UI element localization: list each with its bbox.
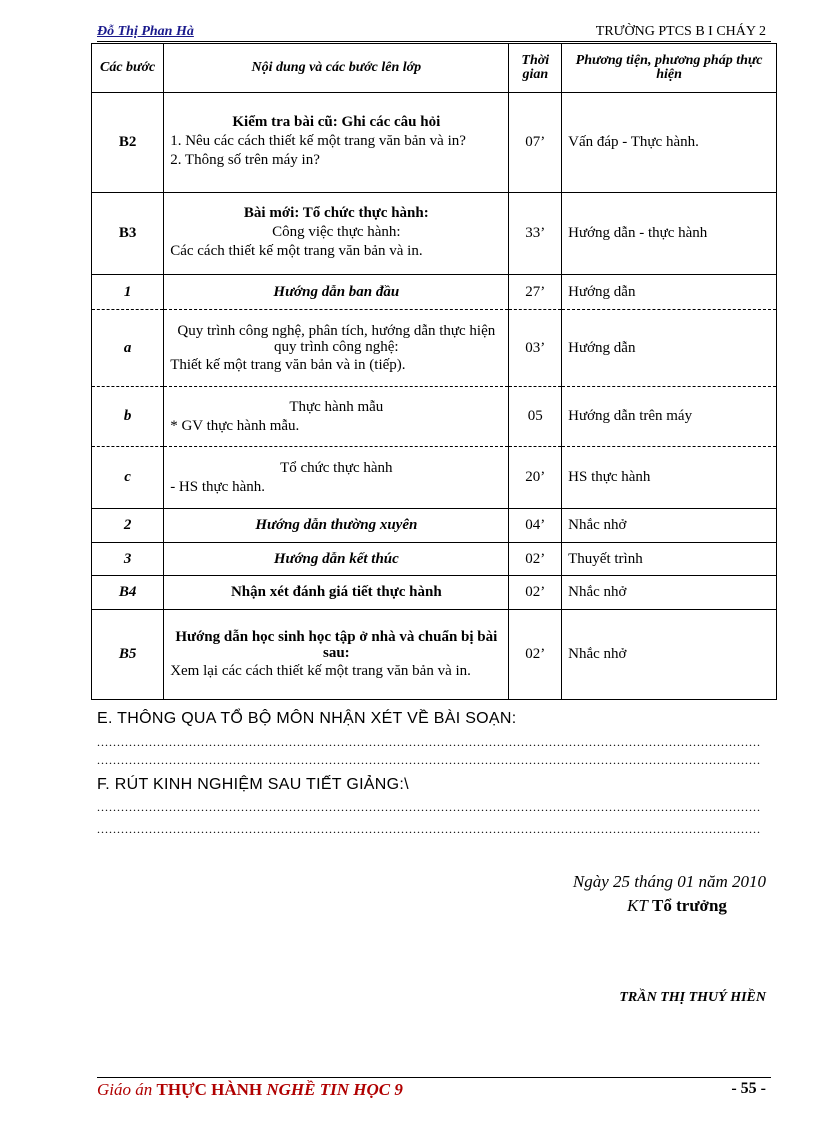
content-cell xyxy=(164,93,509,193)
content-line: Thực hành mẫu xyxy=(289,398,384,415)
table-row xyxy=(92,310,777,387)
step-cell: 2 xyxy=(92,509,164,543)
step-cell: b xyxy=(92,387,164,447)
col-header-step: Các bước xyxy=(92,44,164,93)
step-cell: a xyxy=(92,310,164,387)
dotted-line: ...................................................................................................................................................................... xyxy=(97,822,761,836)
sign-kt: KT xyxy=(627,896,648,915)
time-cell: 02’ xyxy=(509,576,562,610)
content-cell xyxy=(164,193,509,275)
content-cell xyxy=(164,387,509,447)
signer-name: TRẦN THỊ THUÝ HIỀN xyxy=(619,990,766,1005)
footer-prefix: Giáo án xyxy=(97,1080,153,1099)
table-row xyxy=(92,576,777,610)
col-header-time: Thời gian xyxy=(509,44,562,93)
footer-title-1: THỰC HÀNH xyxy=(156,1080,263,1099)
row-title: Hướng dẫn học sinh học tập ở nhà và chuẩn bị bài sau: xyxy=(175,628,498,661)
method-cell: Hướng dẫn xyxy=(562,310,777,387)
method-cell: HS thực hành xyxy=(562,447,777,509)
time-cell: 27’ xyxy=(509,275,562,310)
content-line: Thiết kế một trang văn bản và in (tiếp). xyxy=(170,356,406,373)
content-cell xyxy=(164,310,509,387)
step-cell: 1 xyxy=(92,275,164,310)
footer-title xyxy=(97,1080,403,1100)
method-cell: Vấn đáp - Thực hành. xyxy=(562,93,777,193)
dotted-line: ...................................................................................................................................................................... xyxy=(97,735,761,749)
footer-title-2: NGHỀ TIN HỌC 9 xyxy=(266,1080,403,1099)
method-cell: Hướng dẫn trên máy xyxy=(562,387,777,447)
col-header-content: Nội dung và các bước lên lớp xyxy=(164,44,509,93)
content-line: * GV thực hành mẫu. xyxy=(170,417,300,434)
time-cell: 05 xyxy=(509,387,562,447)
dotted-line: ...................................................................................................................................................................... xyxy=(97,800,761,814)
step-cell: 3 xyxy=(92,543,164,576)
method-cell: Nhắc nhở xyxy=(562,576,777,610)
time-cell: 02’ xyxy=(509,610,562,700)
table-header-row xyxy=(92,44,777,93)
sign-role: Tổ trưởng xyxy=(652,896,727,915)
content-line: 1. Nêu các cách thiết kế một trang văn bản và in? xyxy=(170,133,466,149)
school-header: TRƯỜNG PTCS B I CHÁY 2 xyxy=(595,24,766,39)
header-rule xyxy=(97,41,771,42)
method-cell: Nhắc nhở xyxy=(562,509,777,543)
section-e-heading: E. THÔNG QUA TỔ BỘ MÔN NHẬN XÉT VỀ BÀI SOẠN: xyxy=(97,710,517,727)
author-header: Đỗ Thị Phan Hà xyxy=(97,24,194,39)
row-title: Hướng dẫn ban đầu xyxy=(164,275,509,310)
table-row xyxy=(92,193,777,275)
content-line: Xem lại các cách thiết kế một trang văn bản và in. xyxy=(170,662,471,679)
step-cell: B2 xyxy=(92,93,164,193)
content-line: - HS thực hành. xyxy=(170,478,265,495)
time-cell: 33’ xyxy=(509,193,562,275)
method-cell: Thuyết trình xyxy=(562,543,777,576)
content-line: 2. Thông số trên máy in? xyxy=(170,152,320,168)
step-cell: c xyxy=(92,447,164,509)
table-row xyxy=(92,610,777,700)
row-title: Nhận xét đánh giá tiết thực hành xyxy=(164,576,509,610)
table-row xyxy=(92,543,777,576)
content-line: Tổ chức thực hành xyxy=(280,459,393,476)
table-row xyxy=(92,509,777,543)
sign-title xyxy=(627,896,727,916)
page-number: - 55 - xyxy=(731,1080,766,1097)
table-row xyxy=(92,93,777,193)
section-f-heading: F. RÚT KINH NGHIỆM SAU TIẾT GIẢNG:\ xyxy=(97,776,409,793)
row-title: Hướng dẫn kết thúc xyxy=(164,543,509,576)
sign-date: Ngày 25 tháng 01 năm 2010 xyxy=(572,872,766,891)
content-line: Quy trình công nghệ, phân tích, hướng dẫn thực hiện quy trình công nghệ: xyxy=(177,322,496,355)
method-cell: Hướng dẫn xyxy=(562,275,777,310)
content-cell xyxy=(164,447,509,509)
time-cell: 03’ xyxy=(509,310,562,387)
time-cell: 07’ xyxy=(509,93,562,193)
time-cell: 04’ xyxy=(509,509,562,543)
footer-rule xyxy=(97,1077,771,1078)
dotted-line: ...................................................................................................................................................................... xyxy=(97,753,761,767)
step-cell: B5 xyxy=(92,610,164,700)
method-cell: Hướng dẫn - thực hành xyxy=(562,193,777,275)
time-cell: 02’ xyxy=(509,543,562,576)
content-line: Các cách thiết kế một trang văn bản và in. xyxy=(170,243,423,259)
row-title: Kiểm tra bài cũ: Ghi các câu hỏi xyxy=(232,114,441,130)
table-row xyxy=(92,447,777,509)
col-header-method: Phương tiện, phương pháp thực hiện xyxy=(562,44,777,93)
content-line: Công việc thực hành: xyxy=(272,224,401,240)
lesson-plan-table xyxy=(91,43,777,700)
table-row xyxy=(92,275,777,310)
method-cell: Nhắc nhở xyxy=(562,610,777,700)
step-cell: B4 xyxy=(92,576,164,610)
content-cell xyxy=(164,610,509,700)
table-row xyxy=(92,387,777,447)
row-title: Bài mới: Tổ chức thực hành: xyxy=(243,205,429,221)
time-cell: 20’ xyxy=(509,447,562,509)
step-cell: B3 xyxy=(92,193,164,275)
row-title: Hướng dẫn thường xuyên xyxy=(164,509,509,543)
